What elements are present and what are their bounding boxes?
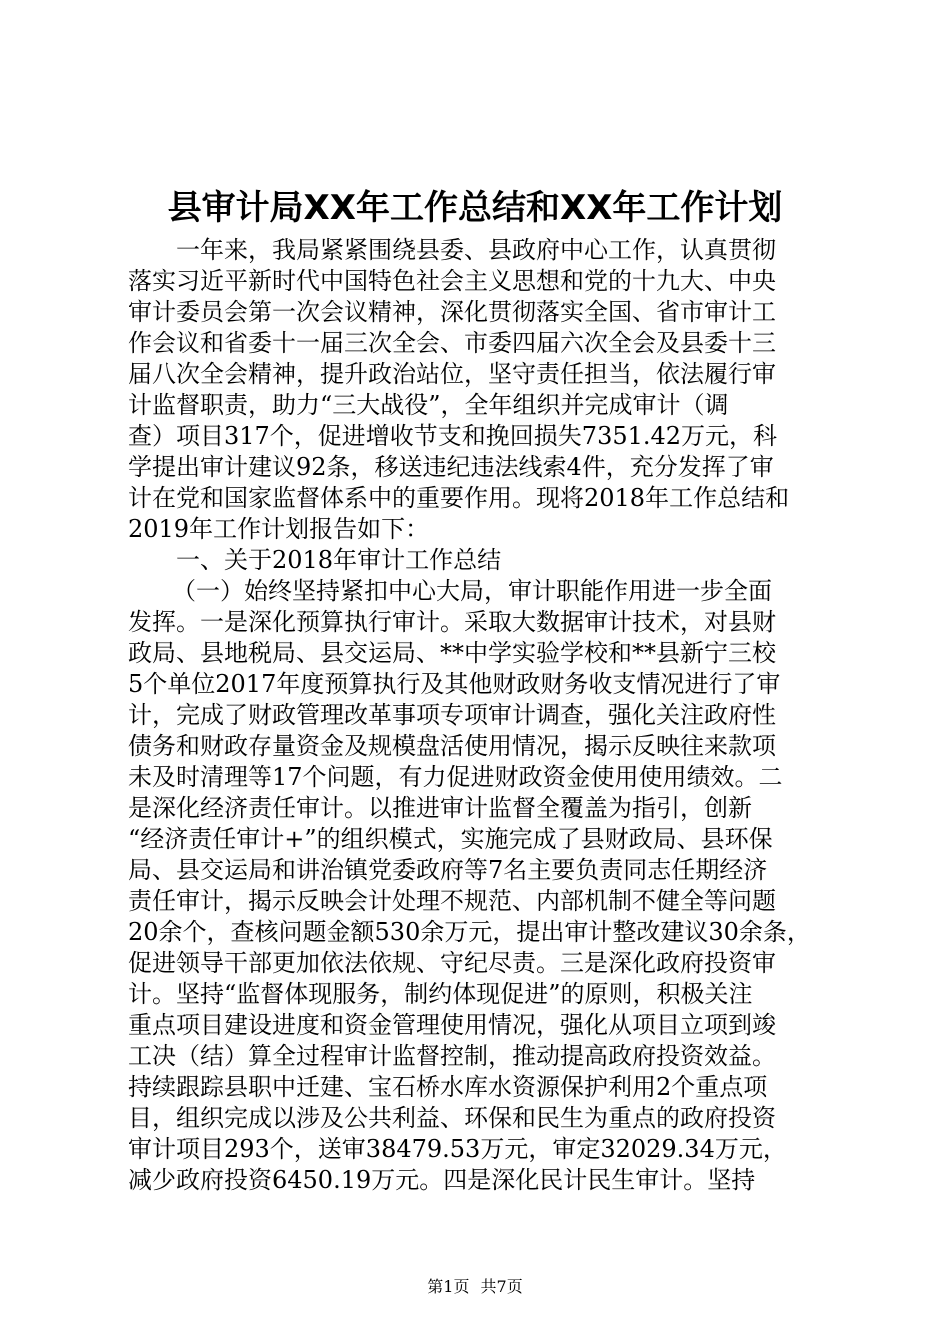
- body-line: 计。坚持“监督体现服务，制约体现促进”的原则，积极关注: [128, 980, 753, 1008]
- body-line: 债务和财政存量资金及规模盘活使用情况，揭示反映往来款项: [128, 732, 776, 760]
- body-line: 计监督职责，助力“三大战役”，全年组织并完成审计（调: [128, 391, 729, 419]
- page-footer: [0, 1276, 950, 1298]
- body-line: 计在党和国家监督体系中的重要作用。现将2018年工作总结和: [128, 484, 790, 512]
- body-line: “经济责任审计+”的组织模式，实施完成了县财政局、县环保: [128, 825, 773, 853]
- body-line: 是深化经济责任审计。以推进审计监督全覆盖为指引，创新: [128, 794, 752, 822]
- body-line: 持续跟踪县职中迁建、宝石桥水库水资源保护利用2个重点项: [128, 1073, 768, 1101]
- body-line: 工决（结）算全过程审计监督控制，推动提高政府投资效益。: [128, 1042, 776, 1070]
- body-line: 局、县交运局和讲治镇党委政府等7名主要负责同志任期经济: [128, 856, 768, 884]
- body-line: 落实习近平新时代中国特色社会主义思想和党的十九大、中央: [128, 267, 776, 295]
- body-line: 一年来，我局紧紧围绕县委、县政府中心工作，认真贯彻: [176, 236, 776, 264]
- body-line: 重点项目建设进度和资金管理使用情况，强化从项目立项到竣: [128, 1011, 776, 1039]
- body-line: 责任审计，揭示反映会计处理不规范、内部机制不健全等问题: [128, 887, 776, 915]
- body-line: 5个单位2017年度预算执行及其他财政财务收支情况进行了审: [128, 670, 781, 698]
- body-line: 届八次全会精神，提升政治站位，坚守责任担当，依法履行审: [128, 360, 776, 388]
- body-line: 作会议和省委十一届三次全会、市委四届六次全会及县委十三: [128, 329, 776, 357]
- body-line: 减少政府投资6450.19万元。四是深化民计民生审计。坚持: [128, 1166, 756, 1194]
- body-line: 发挥。一是深化预算执行审计。采取大数据审计技术，对县财: [128, 608, 776, 636]
- body-line: 20余个，查核问题金额530余万元，提出审计整改建议30余条，: [128, 918, 811, 946]
- body-line: 目，组织完成以涉及公共利益、环保和民生为重点的政府投资: [128, 1104, 776, 1132]
- body-line: 计，完成了财政管理改革事项专项审计调查，强化关注政府性: [128, 701, 776, 729]
- body-line: 未及时清理等17个问题，有力促进财政资金使用使用绩效。二: [128, 763, 783, 791]
- document-body: [128, 235, 832, 1196]
- subsection-line: （一）始终坚持紧扣中心大局，审计职能作用进一步全面: [172, 577, 772, 605]
- section-heading: 一、关于2018年审计工作总结: [176, 546, 502, 574]
- body-line: 审计项目293个，送审38479.53万元，审定32029.34万元，: [128, 1135, 787, 1163]
- body-line: 促进领导干部更加依法依规、守纪尽责。三是深化政府投资审: [128, 949, 776, 977]
- page-number: 第1页: [427, 1277, 470, 1296]
- body-line: 审计委员会第一次会议精神，深化贯彻落实全国、省市审计工: [128, 298, 776, 326]
- document-title: 县审计局XX年工作总结和XX年工作计划: [167, 188, 783, 228]
- page-total: 共7页: [480, 1277, 523, 1296]
- body-line: 学提出审计建议92条，移送违纪违法线索4件，充分发挥了审: [128, 453, 774, 481]
- body-line: 2019年工作计划报告如下：: [128, 515, 430, 543]
- body-line: 政局、县地税局、县交运局、**中学实验学校和**县新宁三校: [128, 639, 776, 667]
- body-line: 查）项目317个，促进增收节支和挽回损失7351.42万元，科: [128, 422, 778, 450]
